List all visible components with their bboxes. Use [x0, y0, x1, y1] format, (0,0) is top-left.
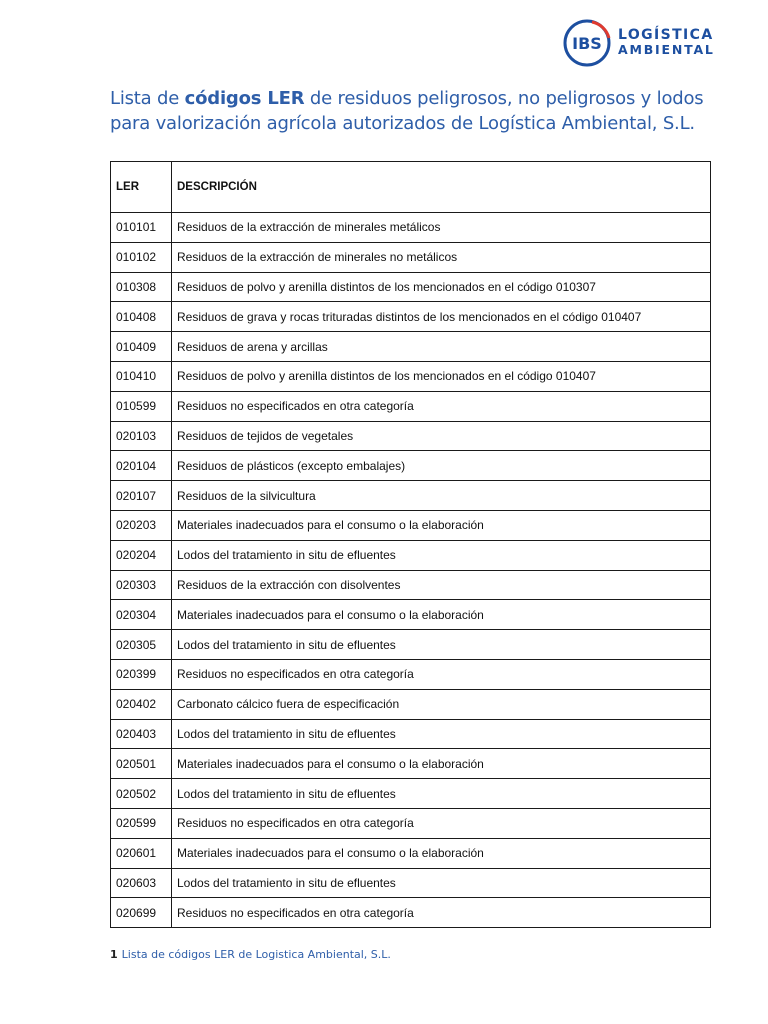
table-row: [111, 749, 711, 779]
description-cell: Lodos del tratamiento in situ de efluentes: [172, 540, 711, 570]
table-row: [111, 242, 711, 272]
ler-code-cell: 020501: [111, 749, 172, 779]
logo-badge-text: IBS: [572, 34, 602, 53]
table-row: [111, 332, 711, 362]
table-row: [111, 898, 711, 928]
table-row: [111, 838, 711, 868]
table-row: [111, 659, 711, 689]
description-cell: Residuos de la silvicultura: [172, 481, 711, 511]
ler-code-cell: 020107: [111, 481, 172, 511]
ler-codes-table: [110, 161, 711, 928]
ibs-badge-icon: [562, 18, 614, 68]
ler-code-cell: 020305: [111, 630, 172, 660]
description-cell: Residuos no especificados en otra categoría: [172, 808, 711, 838]
ler-code-cell: 010408: [111, 302, 172, 332]
table-row: [111, 689, 711, 719]
header-descripcion: DESCRIPCIÓN: [172, 162, 711, 213]
caption-text: Lista de códigos LER de Logistica Ambiental, S.L.: [121, 948, 391, 961]
table-row: [111, 808, 711, 838]
table-row: [111, 510, 711, 540]
description-cell: Residuos no especificados en otra categoría: [172, 391, 711, 421]
ler-code-cell: 010102: [111, 242, 172, 272]
description-cell: Residuos de polvo y arenilla distintos de los mencionados en el código 010407: [172, 361, 711, 391]
title-prefix: Lista de: [110, 88, 185, 109]
description-cell: Residuos de plásticos (excepto embalajes): [172, 451, 711, 481]
ler-code-cell: 010409: [111, 332, 172, 362]
description-cell: Residuos de la extracción con disolventes: [172, 570, 711, 600]
table-row: [111, 213, 711, 243]
ler-code-cell: 020304: [111, 600, 172, 630]
ler-code-cell: 020699: [111, 898, 172, 928]
description-cell: Materiales inadecuados para el consumo o la elaboración: [172, 600, 711, 630]
ler-code-cell: 020601: [111, 838, 172, 868]
title-rest: de residuos peligrosos, no peligrosos y lodos para valorización agrícola autorizados de Logística Ambiental, S.L.: [110, 88, 704, 134]
description-cell: Materiales inadecuados para el consumo o la elaboración: [172, 749, 711, 779]
description-cell: Residuos de polvo y arenilla distintos de los mencionados en el código 010307: [172, 272, 711, 302]
table-row: [111, 719, 711, 749]
ler-code-cell: 020103: [111, 421, 172, 451]
caption-number: 1: [110, 948, 118, 961]
description-cell: Lodos del tratamiento in situ de efluentes: [172, 719, 711, 749]
description-cell: Residuos de grava y rocas trituradas distintos de los mencionados en el código 010407: [172, 302, 711, 332]
description-cell: Materiales inadecuados para el consumo o la elaboración: [172, 510, 711, 540]
ler-code-cell: 020403: [111, 719, 172, 749]
title-bold: códigos LER: [184, 88, 305, 109]
table-row: [111, 630, 711, 660]
logo-wordmark: [618, 28, 715, 57]
ler-code-cell: 010308: [111, 272, 172, 302]
ler-code-cell: 020399: [111, 659, 172, 689]
table-row: [111, 272, 711, 302]
ler-code-cell: 010410: [111, 361, 172, 391]
ler-code-cell: 010599: [111, 391, 172, 421]
figure-caption: [110, 948, 391, 961]
table-header-row: [111, 162, 711, 213]
header-ler: LER: [111, 162, 172, 213]
table-body: [111, 213, 711, 928]
table-row: [111, 421, 711, 451]
table-row: [111, 540, 711, 570]
table-row: [111, 361, 711, 391]
description-cell: Residuos de la extracción de minerales metálicos: [172, 213, 711, 243]
description-cell: Lodos del tratamiento in situ de efluentes: [172, 868, 711, 898]
table-row: [111, 391, 711, 421]
ler-code-cell: 020203: [111, 510, 172, 540]
description-cell: Carbonato cálcico fuera de especificación: [172, 689, 711, 719]
description-cell: Lodos del tratamiento in situ de efluentes: [172, 630, 711, 660]
ler-code-cell: 020104: [111, 451, 172, 481]
ler-code-cell: 020502: [111, 779, 172, 809]
description-cell: Residuos no especificados en otra categoría: [172, 898, 711, 928]
ler-code-cell: 010101: [111, 213, 172, 243]
table-row: [111, 302, 711, 332]
table-row: [111, 451, 711, 481]
table-row: [111, 570, 711, 600]
description-cell: Materiales inadecuados para el consumo o la elaboración: [172, 838, 711, 868]
ler-code-cell: 020603: [111, 868, 172, 898]
company-logo: [562, 18, 715, 68]
table-row: [111, 779, 711, 809]
description-cell: Residuos no especificados en otra categoría: [172, 659, 711, 689]
description-cell: Residuos de arena y arcillas: [172, 332, 711, 362]
description-cell: Lodos del tratamiento in situ de efluentes: [172, 779, 711, 809]
page-title: [110, 86, 730, 136]
description-cell: Residuos de tejidos de vegetales: [172, 421, 711, 451]
description-cell: Residuos de la extracción de minerales no metálicos: [172, 242, 711, 272]
logo-line1: LOGÍSTICA: [618, 27, 714, 43]
table-row: [111, 600, 711, 630]
table-row: [111, 481, 711, 511]
table-row: [111, 868, 711, 898]
ler-code-cell: 020303: [111, 570, 172, 600]
ler-code-cell: 020599: [111, 808, 172, 838]
ler-code-cell: 020402: [111, 689, 172, 719]
logo-line2: AMBIENTAL: [618, 42, 715, 57]
ler-code-cell: 020204: [111, 540, 172, 570]
